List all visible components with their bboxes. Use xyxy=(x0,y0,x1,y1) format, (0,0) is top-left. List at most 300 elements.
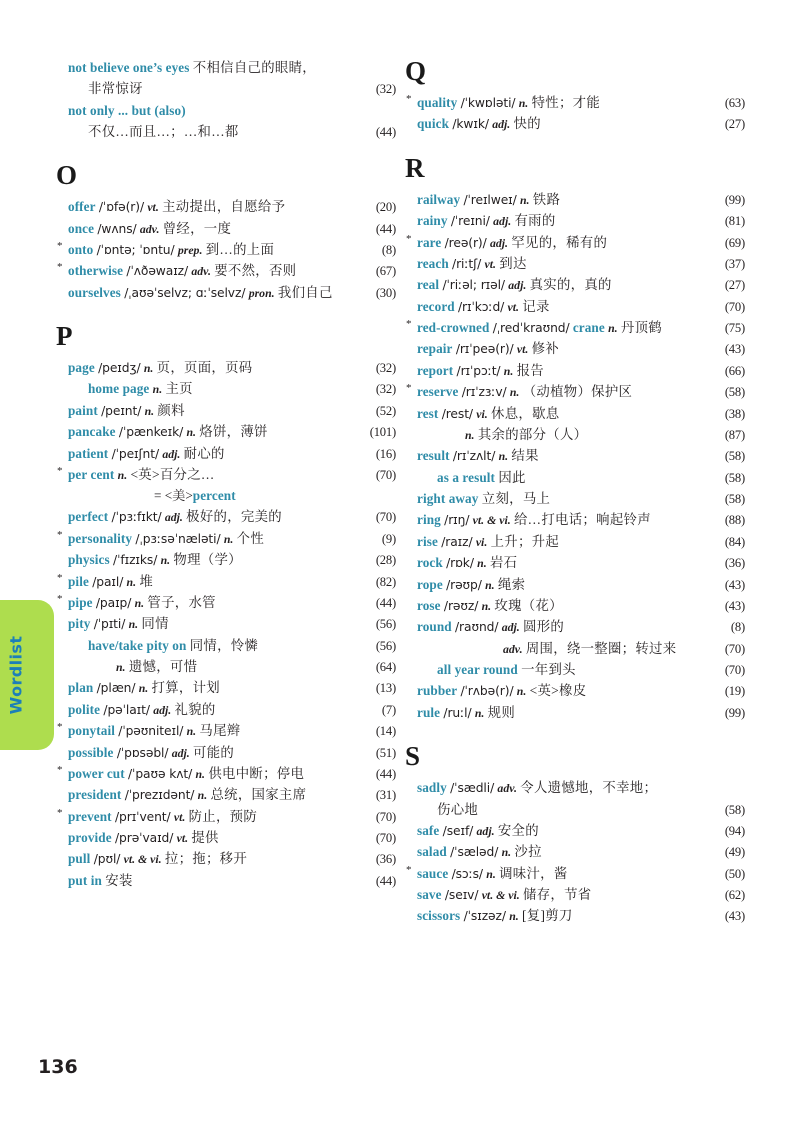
entry-part-of-speech: adv. xyxy=(497,781,517,796)
entry-page-reference: (56) xyxy=(375,617,396,632)
wordlist-entry xyxy=(56,122,396,142)
entry-part-of-speech: pron. xyxy=(248,285,275,300)
entry-headword: home page xyxy=(88,381,150,397)
entry-page-reference: (8) xyxy=(381,242,396,257)
entry-page-reference: (44) xyxy=(375,124,396,139)
entry-phonetic: /peɪnt/ xyxy=(101,403,142,418)
wordlist-entry xyxy=(56,871,396,891)
entry-body xyxy=(417,617,701,637)
entry-phonetic: /rɪŋ/ xyxy=(444,513,470,528)
entry-body xyxy=(437,800,701,820)
entry-gloss: 防止，预防 xyxy=(188,808,258,824)
entry-gloss: 记录 xyxy=(522,298,550,314)
entry-body xyxy=(68,422,352,442)
entry-body xyxy=(417,821,701,841)
asterisk-marker-icon: * xyxy=(57,464,63,477)
entry-part-of-speech: adj. xyxy=(508,278,527,293)
entry-gloss: 主动提出，自愿给予 xyxy=(162,199,286,215)
entry-headword: salad xyxy=(417,844,447,860)
wordlist-entry xyxy=(56,614,396,634)
entry-headword: report xyxy=(417,362,454,378)
entry-phonetic: /ˈpaʊə kʌt/ xyxy=(128,766,193,781)
wordlist-entry xyxy=(56,219,396,239)
wordlist-entry xyxy=(405,233,745,253)
entry-page-reference: (70) xyxy=(375,510,396,525)
wordlist-entry xyxy=(56,240,396,260)
entry-page-reference: (82) xyxy=(375,574,396,589)
entry-headword: pipe xyxy=(68,594,93,610)
entry-headword: rare xyxy=(417,234,442,250)
entry-headword: onto xyxy=(68,241,94,257)
entry-page-reference: (70) xyxy=(724,663,745,677)
entry-headword: have/take pity on xyxy=(88,637,187,653)
wordlist-entry xyxy=(405,778,745,798)
wordlist-entry xyxy=(56,785,396,805)
entry-gloss: [复]剪刀 xyxy=(522,908,573,924)
wordlist-column-left xyxy=(56,58,396,892)
wordlist-entry xyxy=(56,101,396,121)
asterisk-marker-icon: * xyxy=(406,93,412,105)
entry-page-reference: (44) xyxy=(375,221,396,236)
entry-gloss: 物理（学） xyxy=(173,552,242,568)
entry-page-reference: (44) xyxy=(375,595,396,610)
entry-body xyxy=(68,871,352,891)
wordlist-entry xyxy=(56,529,396,549)
entry-headword: right away xyxy=(417,491,479,506)
entry-body xyxy=(417,93,701,113)
entry-gloss: 不相信自己的眼睛， xyxy=(192,60,316,75)
entry-part-of-speech: n. xyxy=(160,553,171,568)
entry-page-reference: (32) xyxy=(375,82,396,97)
entry-page-reference: (101) xyxy=(369,425,396,440)
wordlist-entry xyxy=(56,721,396,741)
wordlist-entry xyxy=(56,593,396,613)
entry-body xyxy=(417,211,701,231)
entry-headword: rock xyxy=(417,555,443,571)
entry-page-reference: (67) xyxy=(375,264,396,279)
entry-gloss: 铁路 xyxy=(532,191,561,207)
entry-gloss: 同情 xyxy=(141,616,169,632)
entry-headword: safe xyxy=(417,822,440,838)
wordlist-entry xyxy=(405,339,745,359)
entry-page-reference: (32) xyxy=(375,382,396,397)
entry-headword: not believe one’s eyes xyxy=(68,60,190,75)
wordlist-entry xyxy=(56,743,396,763)
wordlist-entry xyxy=(405,468,745,488)
entry-gloss: 不仅…而且…；…和…都 xyxy=(88,123,239,139)
entry-body xyxy=(68,743,352,763)
entry-headword: pull xyxy=(68,851,91,867)
entry-headword: once xyxy=(68,220,95,236)
wordlist-entry xyxy=(405,532,745,552)
entry-page-reference: (75) xyxy=(724,321,745,335)
entry-page-reference: (62) xyxy=(724,888,745,902)
entry-page-reference: (31) xyxy=(375,788,396,803)
entry-phonetic: /ˌpɜːsəˈnæləti/ xyxy=(135,531,221,546)
entry-gloss: 结果 xyxy=(511,448,539,464)
entry-headword: personality xyxy=(68,530,133,546)
entry-part-of-speech: vt. xyxy=(147,200,159,215)
entry-headword: round xyxy=(417,619,452,635)
entry-page-reference: (99) xyxy=(724,705,745,720)
wordlist-entry xyxy=(56,261,396,281)
asterisk-marker-icon: * xyxy=(57,261,63,274)
wordlist-entry xyxy=(56,807,396,827)
wordlist-entry xyxy=(405,906,745,926)
asterisk-marker-icon: * xyxy=(57,239,63,252)
entry-body xyxy=(417,190,701,210)
entry-gloss: 绳索 xyxy=(497,576,526,592)
entry-part-of-speech: vt. xyxy=(516,342,529,357)
entry-gloss: 立刻，马上 xyxy=(481,491,551,506)
asterisk-marker-icon: * xyxy=(406,318,412,330)
entry-part-of-speech: n. xyxy=(134,595,145,610)
entry-page-reference: (43) xyxy=(724,577,745,592)
entry-part-of-speech: n. xyxy=(518,96,529,110)
wordlist-entry xyxy=(405,446,745,466)
entry-gloss: 真实的，真的 xyxy=(529,277,612,293)
section-letter-s: S xyxy=(405,741,421,772)
entry-page-reference: (43) xyxy=(724,342,745,357)
wordlist-entry xyxy=(56,444,396,464)
entry-body xyxy=(68,785,352,805)
entry-headword: save xyxy=(417,887,442,902)
entry-phonetic: /ˈprezɪdənt/ xyxy=(124,788,195,803)
entry-headword: sadly xyxy=(417,780,447,796)
entry-page-reference: (66) xyxy=(724,363,745,378)
entry-page-reference: (63) xyxy=(724,96,745,110)
entry-gloss: 提供 xyxy=(191,830,219,845)
entry-part-of-speech: n. xyxy=(481,598,492,613)
entry-gloss: 罕见的，稀有的 xyxy=(511,234,608,250)
entry-body xyxy=(68,101,352,121)
section-letter-q: Q xyxy=(405,56,427,86)
entry-page-reference: (70) xyxy=(724,641,745,656)
wordlist-entry xyxy=(405,425,745,445)
entry-page-reference: (44) xyxy=(375,873,396,888)
entry-body xyxy=(417,233,701,253)
entry-phonetic: /rest/ xyxy=(441,406,473,421)
entry-headword: ponytail xyxy=(68,723,115,739)
entry-gloss: 个性 xyxy=(236,530,265,546)
entry-page-reference: (58) xyxy=(724,385,745,400)
wordlist-entry xyxy=(56,828,396,848)
entry-body xyxy=(68,444,352,464)
entry-headword: ring xyxy=(417,512,441,528)
entry-phonetic: /prəˈvaɪd/ xyxy=(115,831,174,845)
entry-body xyxy=(417,297,701,317)
entry-body xyxy=(417,510,701,530)
entry-headword: real xyxy=(417,277,440,293)
entry-phonetic: /riːtʃ/ xyxy=(452,256,482,271)
entry-headword: rope xyxy=(417,576,443,592)
entry-page-reference: (28) xyxy=(375,553,396,568)
entry-page-reference: (7) xyxy=(381,702,396,717)
entry-body xyxy=(68,721,352,741)
entry-headword: ourselves xyxy=(68,284,121,300)
wordlist-entry xyxy=(405,842,745,862)
entry-part-of-speech: vt. & vi. xyxy=(123,852,162,867)
entry-headword: physics xyxy=(68,552,110,568)
entry-phonetic: /ˈsæləd/ xyxy=(450,845,499,860)
wordlist-entry xyxy=(56,283,396,303)
entry-body xyxy=(417,681,701,701)
entry-page-reference: (88) xyxy=(724,513,745,528)
wordlist-entry xyxy=(405,114,745,134)
wordlist-entry xyxy=(405,404,745,424)
entry-part-of-speech: adj. xyxy=(171,745,190,760)
entry-page-reference: (43) xyxy=(724,598,745,613)
entry-part-of-speech: vt. xyxy=(176,831,189,845)
wordlist-entry xyxy=(56,849,396,869)
entry-page-reference: (69) xyxy=(724,235,745,250)
entry-part-of-speech: n. xyxy=(509,909,519,924)
entry-headword: rest xyxy=(417,405,439,421)
entry-gloss: 主页 xyxy=(165,381,193,397)
asterisk-marker-icon: * xyxy=(57,806,63,819)
entry-part-of-speech: n. xyxy=(126,574,137,589)
entry-part-of-speech: n. xyxy=(144,403,155,418)
entry-body xyxy=(417,532,701,552)
wordlist-entry xyxy=(56,550,396,570)
entry-page-reference: (27) xyxy=(724,117,745,132)
entry-body xyxy=(417,703,701,723)
entry-body xyxy=(88,122,352,142)
entry-page-reference: (94) xyxy=(724,823,745,838)
entry-phonetic: /paɪp/ xyxy=(95,595,132,610)
entry-gloss: <英>百分之… xyxy=(130,466,215,482)
entry-phonetic: /wʌns/ xyxy=(97,221,137,236)
entry-body xyxy=(68,240,352,260)
entry-headword: rise xyxy=(417,533,438,549)
entry-headword: percent xyxy=(192,488,236,504)
wordlist-entry xyxy=(56,657,396,677)
entry-phonetic: /rəʊp/ xyxy=(446,577,482,592)
wordlist-entry xyxy=(56,401,396,421)
entry-headword: paint xyxy=(68,402,98,418)
entry-headword: possible xyxy=(68,744,114,760)
entry-part-of-speech: n. xyxy=(223,531,234,546)
wordlist-entry xyxy=(405,617,745,637)
entry-gloss: 丹顶鹤 xyxy=(620,320,662,335)
entry-part-of-speech: vi. xyxy=(476,406,488,421)
section-letter-p: P xyxy=(56,321,73,352)
asterisk-marker-icon: * xyxy=(57,592,63,605)
entry-page-reference: (9) xyxy=(381,531,396,546)
entry-page-reference: (58) xyxy=(724,449,745,464)
entry-headword: provide xyxy=(68,830,112,845)
entry-body xyxy=(417,361,701,381)
entry-page-reference: (14) xyxy=(375,724,396,739)
wordlist-entry xyxy=(405,660,745,680)
entry-part-of-speech: n. xyxy=(519,192,530,207)
entry-headword: not only ... but (also) xyxy=(68,102,186,118)
entry-page-reference: (58) xyxy=(724,470,745,485)
entry-phonetic: /ˈpɒsəbl/ xyxy=(116,745,169,760)
entry-part-of-speech: adj. xyxy=(153,702,172,717)
entry-body xyxy=(154,486,352,506)
entry-gloss: 打算，计划 xyxy=(151,680,220,696)
wordlist-column-right xyxy=(405,58,745,928)
entry-part-of-speech: n. xyxy=(608,321,618,335)
entry-part-of-speech: adj. xyxy=(492,117,511,132)
entry-part-of-speech: n. xyxy=(197,788,208,803)
entry-gloss: 礼貌的 xyxy=(174,701,216,717)
entry-phonetic: /rɪˈzɜːv/ xyxy=(461,385,507,400)
entry-part-of-speech: n. xyxy=(152,382,163,397)
entry-phonetic: /rɪˈpeə(r)/ xyxy=(455,342,514,357)
entry-body xyxy=(417,254,701,274)
entry-gloss: 其余的部分（人） xyxy=(477,426,588,442)
entry-body xyxy=(417,885,701,905)
wordlist-entry xyxy=(56,379,396,399)
wordlist-entry xyxy=(405,275,745,295)
entry-part-of-speech: prep. xyxy=(177,242,203,257)
entry-body xyxy=(68,572,352,592)
entry-part-of-speech: vt. xyxy=(484,256,496,271)
entry-body xyxy=(68,58,352,78)
entry-body xyxy=(417,404,701,424)
entry-body xyxy=(68,283,352,303)
wordlist-entry xyxy=(405,93,745,113)
entry-part-of-speech: n. xyxy=(186,425,196,440)
entry-part-of-speech: n. xyxy=(195,766,206,781)
entry-page-reference: (19) xyxy=(724,684,745,699)
entry-headword: pity xyxy=(68,616,91,632)
entry-page-reference: (38) xyxy=(724,406,745,421)
entry-part-of-speech: adj. xyxy=(162,446,181,461)
entry-body xyxy=(417,553,701,573)
entry-headword: quality xyxy=(417,95,458,110)
entry-phonetic: /ruːl/ xyxy=(443,705,472,720)
entry-phonetic: /ˈriːəl; rɪəl/ xyxy=(442,278,505,293)
entry-body xyxy=(68,764,352,784)
entry-gloss: 管子，水管 xyxy=(147,594,216,610)
entry-headword: rule xyxy=(417,704,441,720)
entry-body xyxy=(417,446,701,466)
entry-body xyxy=(417,382,701,402)
entry-body xyxy=(503,639,701,659)
entry-body xyxy=(465,425,701,445)
wordlist-entry xyxy=(56,700,396,720)
entry-headword: page xyxy=(68,360,95,376)
section-letter-o: O xyxy=(56,160,78,191)
entry-page-reference: (50) xyxy=(724,866,745,881)
entry-headword: plan xyxy=(68,680,94,696)
entry-part-of-speech: n. xyxy=(485,577,495,592)
entry-gloss: 我们自己 xyxy=(277,284,333,300)
entry-body xyxy=(68,593,352,613)
entry-part-of-speech: adv. xyxy=(503,641,523,656)
entry-headword: rainy xyxy=(417,213,448,229)
entry-page-reference: (27) xyxy=(724,278,745,293)
entry-part-of-speech: adj. xyxy=(493,214,512,229)
entry-gloss: 伤心地 xyxy=(437,801,479,817)
entry-gloss: 到…的上面 xyxy=(205,241,275,257)
entry-part-of-speech: n. xyxy=(503,363,514,378)
entry-gloss: 安装 xyxy=(105,872,133,888)
entry-headword: all year round xyxy=(437,662,518,677)
entry-gloss: 令人遗憾地，不幸地； xyxy=(520,780,658,796)
entry-phonetic: /rɪˈpɔːt/ xyxy=(456,363,501,378)
entry-page-reference: (81) xyxy=(724,214,745,229)
entry-part-of-speech: vt. & vi. xyxy=(472,513,511,528)
entry-gloss: 马尾辫 xyxy=(199,723,241,739)
entry-body xyxy=(417,318,701,338)
entry-page-reference: (99) xyxy=(724,192,745,207)
entry-page-reference: (84) xyxy=(724,534,745,549)
wordlist-entry xyxy=(405,639,745,659)
entry-body xyxy=(417,114,701,134)
entry-headword: red-crowned xyxy=(417,320,490,335)
entry-part-of-speech: adj. xyxy=(489,235,509,250)
entry-page-reference: (43) xyxy=(724,909,745,924)
entry-part-of-speech: adj. xyxy=(164,510,183,525)
entry-part-of-speech: n. xyxy=(116,660,126,674)
wordlist-entry xyxy=(405,596,745,616)
entry-phonetic: /reə(r)/ xyxy=(444,235,487,250)
wordlist-entry xyxy=(405,864,745,884)
entry-page-reference: (64) xyxy=(375,660,396,674)
entry-headword: repair xyxy=(417,341,453,357)
wordlist-entry xyxy=(56,58,396,78)
entry-phonetic: /ˈɒfə(r)/ xyxy=(98,200,145,215)
entry-page-reference: (36) xyxy=(375,852,396,867)
entry-part-of-speech: n. xyxy=(128,617,139,632)
entry-gloss: 玫瑰（花） xyxy=(494,597,563,613)
entry-body xyxy=(417,842,701,862)
wordlist-entry xyxy=(405,821,745,841)
entry-gloss: 同情，怜憐 xyxy=(189,637,259,653)
entry-page-reference: (8) xyxy=(730,620,745,635)
asterisk-marker-icon: * xyxy=(57,528,63,541)
entry-gloss: 储存，节省 xyxy=(523,887,592,902)
entry-phonetic: /ˈɒntə; ˈɒntu/ xyxy=(96,242,175,257)
entry-page-reference: (58) xyxy=(724,802,745,817)
wordlist-entry xyxy=(56,197,396,217)
entry-page-reference: (70) xyxy=(375,809,396,824)
entry-part-of-speech: n. xyxy=(465,427,475,442)
wordlist-entry xyxy=(405,510,745,530)
entry-headword: pancake xyxy=(68,424,116,440)
entry-gloss: 非常惊讶 xyxy=(88,81,143,97)
wordlist-entry xyxy=(56,572,396,592)
entry-body xyxy=(68,828,352,848)
asterisk-marker-icon: * xyxy=(57,571,63,584)
entry-gloss: 报告 xyxy=(516,362,544,378)
entry-gloss: 规则 xyxy=(487,704,516,720)
entry-body xyxy=(417,906,701,926)
wordlist-entry xyxy=(405,254,745,274)
entry-body xyxy=(68,507,352,527)
entry-headword: as a result xyxy=(437,469,496,485)
entry-gloss: 耐心的 xyxy=(183,445,225,461)
entry-phonetic: /kwɪk/ xyxy=(452,117,489,132)
entry-gloss: 因此 xyxy=(498,469,526,485)
wordlist-entry xyxy=(405,190,745,210)
entry-gloss: 曾经，一度 xyxy=(162,220,232,236)
wordlist-side-tab[interactable] xyxy=(0,600,54,750)
entry-gloss: 给…打电话；响起铃声 xyxy=(513,512,651,528)
entry-gloss: 一年到头 xyxy=(521,662,576,677)
entry-headword: per cent xyxy=(68,466,115,482)
entry-gloss: 有雨的 xyxy=(514,213,556,229)
entry-phonetic: /ˌaʊəˈselvz; ɑːˈselvz/ xyxy=(124,285,246,300)
entry-page-reference: (36) xyxy=(724,556,745,571)
entry-page-reference: (16) xyxy=(375,446,396,461)
entry-gloss: 快的 xyxy=(513,116,541,132)
entry-page-reference: (44) xyxy=(375,766,396,781)
